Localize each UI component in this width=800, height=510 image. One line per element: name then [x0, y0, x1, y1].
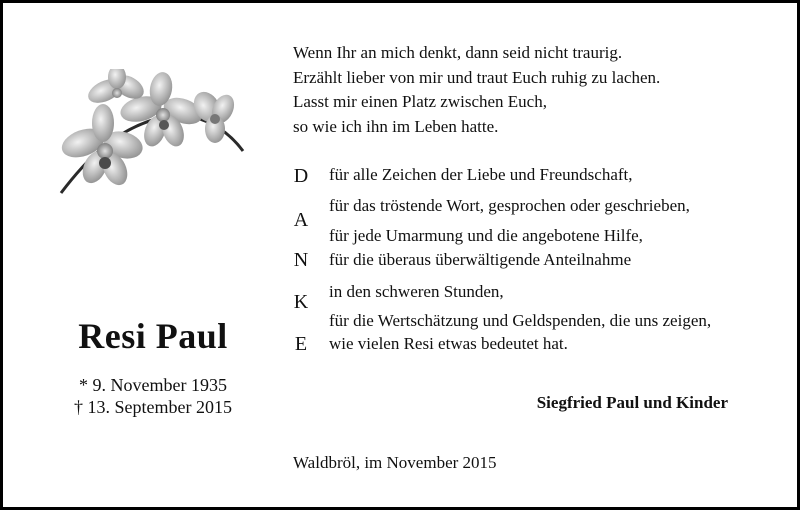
thanks-line: für alle Zeichen der Liebe und Freundschaft, — [329, 165, 633, 184]
danke-letter: N — [293, 249, 309, 271]
poem-line: Erzählt lieber von mir und traut Euch ruhig zu lachen. — [293, 67, 661, 87]
poem-line: Wenn Ihr an mich denkt, dann seid nicht traurig. — [293, 43, 623, 62]
orchid-icon — [53, 69, 248, 199]
danke-letter: E — [294, 333, 308, 355]
poem-line: Lasst mir einen Platz zwischen Euch, — [293, 92, 547, 111]
danke-letter: D — [293, 165, 309, 187]
thanks-line: für jede Umarmung und die angebotene Hilfe, — [329, 226, 643, 245]
poem — [293, 41, 660, 139]
thanks-line: für die überaus überwältigende Anteilnahme — [329, 250, 632, 269]
deceased-name: Resi Paul — [78, 316, 228, 356]
thanks-line: in den schweren Stunden, — [329, 282, 504, 301]
birth-date: * 9. November 1935 — [79, 375, 227, 395]
life-dates — [43, 374, 263, 418]
danke-letter: A — [293, 209, 309, 231]
signature: Siegfried Paul und Kinder — [536, 393, 728, 412]
death-date: † 13. September 2015 — [74, 397, 232, 417]
thanks-line: für die Wertschätzung und Geldspenden, die uns zeigen, — [329, 311, 712, 330]
place-date: Waldbröl, im November 2015 — [293, 453, 497, 472]
danke-letter: K — [293, 291, 309, 313]
thanks-line: wie vielen Resi etwas bedeutet hat. — [329, 334, 568, 353]
poem-line: so wie ich ihn im Leben hatte. — [293, 116, 499, 136]
thanks-line: für das tröstende Wort, gesprochen oder geschrieben, — [329, 196, 690, 215]
